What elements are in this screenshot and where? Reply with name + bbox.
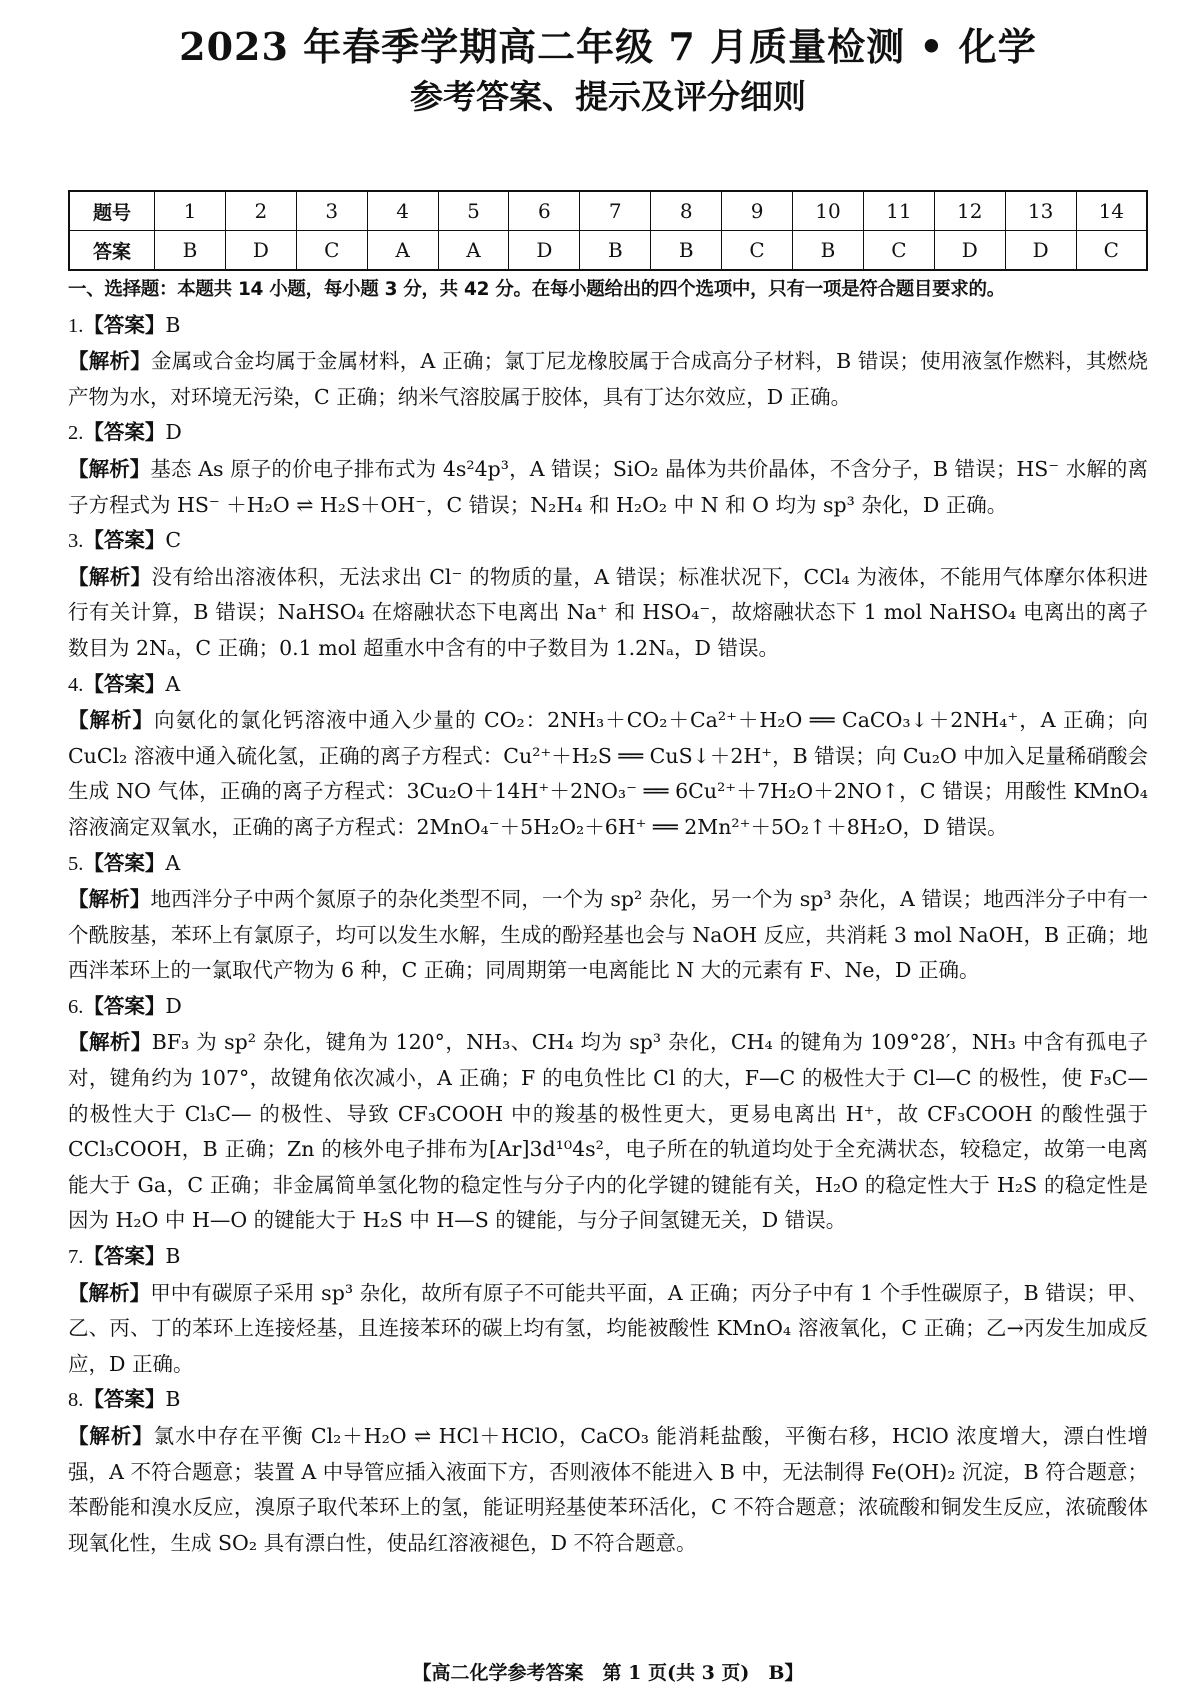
- explanation-text: 甲中有碳原子采用 sp³ 杂化，故所有原子不可能共平面，A 正确；丙分子中有 1 个手性碳原子，B 错误；甲、乙、丙、丁的苯环上连接烃基，且连接苯环的碳上均有氢，均能被酸性 KMnO₄ 溶液氧化，C 正确；乙→丙发生加成反应，D 正确。: [68, 1280, 1148, 1376]
- answer-value: A: [165, 850, 181, 875]
- question-number: 4.: [68, 673, 84, 696]
- question-number-cell: 13: [1005, 191, 1076, 231]
- answer-cell: B: [793, 231, 864, 271]
- answer-value: B: [165, 312, 181, 337]
- answer-tag: 【答案】: [83, 1387, 166, 1412]
- question-number-cell: 1: [155, 191, 226, 231]
- answer-row: [69, 231, 1147, 271]
- answer-tag: 【答案】: [83, 993, 166, 1018]
- question-number-cell: 10: [793, 191, 864, 231]
- answer-value: B: [165, 1244, 181, 1269]
- question-explanation: [68, 1025, 1148, 1239]
- answer-cell: C: [1076, 231, 1147, 271]
- answer-cell: D: [225, 231, 296, 271]
- explanation-text: 基态 As 原子的价电子排布式为 4s²4p³，A 错误；SiO₂ 晶体为共价晶体，不含分子，B 错误；HS⁻ 水解的离子方程式为 HS⁻ ＋H₂O ⇌ H₂S＋OH⁻，C 错误；N₂H₄ 和 H₂O₂ 中 N 和 O 均为 sp³ 杂化，D 正确。: [68, 456, 1149, 517]
- answer-tag: 【答案】: [83, 1244, 166, 1269]
- question-answer-line: [68, 989, 1148, 1026]
- question-number-cell: 14: [1076, 191, 1147, 231]
- question-number: 1.: [68, 314, 84, 337]
- question-explanation: [68, 1419, 1148, 1561]
- document-page: [68, 0, 1149, 1684]
- question-explanation: [68, 452, 1148, 523]
- explanation-text: 地西泮分子中两个氮原子的杂化类型不同，一个为 sp² 杂化，另一个为 sp³ 杂化，A 错误；地西泮分子中有一个酰胺基，苯环上有氯原子，均可以发生水解，生成的酚羟基也会与 NaOH 反应，共消耗 3 mol NaOH，B 正确；地西泮苯环上的一氯取代产物为 6 种，C 正确；同周期第一电离能比 N 大的元素有 F、Ne，D 正确。: [68, 887, 1149, 983]
- question-number: 3.: [68, 530, 84, 553]
- page-title: 2023 年春季学期高二年级 7 月质量检测 • 化学: [179, 24, 1037, 69]
- answer-value: A: [165, 671, 181, 696]
- question-number-cell: 7: [580, 191, 651, 231]
- question-answer-line: [68, 308, 1148, 345]
- page-subtitle: 参考答案、提示及评分细则: [410, 77, 806, 116]
- answer-cell: D: [509, 231, 580, 271]
- explanation-tag: 【解析】: [68, 887, 151, 912]
- answer-tag: 【答案】: [83, 671, 166, 696]
- explanation-text: 没有给出溶液体积，无法求出 Cl⁻ 的物质的量，A 错误；标准状况下，CCl₄ 为液体，不能用气体摩尔体积进行有关计算，B 错误；NaHSO₄ 在熔融状态下电离出 Na⁺ 和 HSO₄⁻，故熔融状态下 1 mol NaHSO₄ 电离出的离子数目为 2Nₐ，C 正确；0.1 mol 超重水中含有的中子数目为 1.2Nₐ，D 错误。: [68, 564, 1149, 660]
- question-explanation: [68, 1276, 1148, 1383]
- answer-value: B: [165, 1387, 181, 1412]
- question-answer-line: [68, 523, 1148, 560]
- question-number-cell: 8: [651, 191, 722, 231]
- question-answer-line: [68, 415, 1148, 452]
- page-footer: 【高二化学参考答案 第 1 页(共 3 页) B】: [412, 1662, 804, 1684]
- answer-table: [68, 190, 1148, 271]
- question-number: 6.: [68, 995, 84, 1018]
- section-heading: 一、选择题：本题共 14 小题，每小题 3 分，共 42 分。在每小题给出的四个选项中，只有一项是符合题目要求的。: [68, 279, 1005, 300]
- explanation-tag: 【解析】: [68, 456, 151, 481]
- question-number-cell: 2: [225, 191, 296, 231]
- question-explanation: [68, 344, 1148, 415]
- question-number-cell: 9: [722, 191, 793, 231]
- question-number-cell: 4: [367, 191, 438, 231]
- question-number-cell: 3: [296, 191, 367, 231]
- answer-tag: 【答案】: [83, 850, 166, 875]
- answer-cell: A: [367, 231, 438, 271]
- explanation-tag: 【解析】: [68, 349, 151, 374]
- answer-content: [68, 272, 1148, 1561]
- explanation-tag: 【解析】: [68, 1030, 152, 1055]
- question-number: 2.: [68, 422, 84, 445]
- question-explanation: [68, 703, 1148, 845]
- answer-cell: B: [155, 231, 226, 271]
- explanation-tag: 【解析】: [68, 708, 154, 733]
- answer-cell: D: [1005, 231, 1076, 271]
- question-explanation: [68, 560, 1148, 667]
- explanation-text: 向氨化的氯化钙溶液中通入少量的 CO₂：2NH₃＋CO₂＋Ca²⁺＋H₂O ══ CaCO₃↓＋2NH₄⁺，A 正确；向 CuCl₂ 溶液中通入硫化氢，正确的离子方程式：Cu²⁺＋H₂S ══ CuS↓＋2H⁺，B 错误；向 Cu₂O 中加入足量稀硝酸会生成 NO 气体，正确的离子方程式：3Cu₂O＋14H⁺＋2NO₃⁻ ══ 6Cu²⁺＋7H₂O＋2NO↑，C 错误；用酸性 KMnO₄ 溶液滴定双氧水，正确的离子方程式：2MnO₄⁻＋5H₂O₂＋6H⁺ ══ 2Mn²⁺＋5O₂↑＋8H₂O，D 错误。: [68, 708, 1149, 839]
- explanation-text: 金属或合金均属于金属材料，A 正确；氯丁尼龙橡胶属于合成高分子材料，B 错误；使用液氢作燃料，其燃烧产物为水，对环境无污染，C 正确；纳米气溶胶属于胶体，具有丁达尔效应，D 正确。: [68, 349, 1148, 409]
- question-number-cell: 6: [509, 191, 580, 231]
- question-number-cell: 12: [934, 191, 1005, 231]
- explanation-tag: 【解析】: [68, 564, 152, 589]
- row-label-answer: 答案: [69, 231, 155, 271]
- answer-cell: B: [580, 231, 651, 271]
- answer-tag: 【答案】: [83, 420, 166, 445]
- answer-cell: C: [296, 231, 367, 271]
- question-number: 8.: [68, 1389, 84, 1412]
- question-answer-line: [68, 1382, 1148, 1419]
- row-label-question-number: 题号: [69, 191, 155, 231]
- answer-cell: C: [722, 231, 793, 271]
- answer-value: C: [165, 528, 182, 553]
- question-number: 7.: [68, 1246, 84, 1269]
- explanation-text: 氯水中存在平衡 Cl₂＋H₂O ⇌ HCl＋HClO，CaCO₃ 能消耗盐酸，平衡右移，HClO 浓度增大，漂白性增强，A 不符合题意；装置 A 中导管应插入液面下方，否则液体不能进入 B 中，无法制得 Fe(OH)₂ 沉淀，B 符合题意；苯酚能和溴水反应，溴原子取代苯环上的氢，能证明羟基使苯环活化，C 不符合题意；浓硫酸和铜发生反应，浓硫酸体现氧化性，生成 SO₂ 具有漂白性，使品红溶液褪色，D 不符合题意。: [68, 1424, 1148, 1555]
- question-explanation: [68, 882, 1148, 989]
- question-answer-line: [68, 1239, 1148, 1276]
- question-number-row: [69, 191, 1147, 231]
- answer-value: D: [165, 993, 182, 1018]
- question-number: 5.: [68, 852, 84, 875]
- answer-value: D: [165, 420, 182, 445]
- question-answer-line: [68, 667, 1148, 704]
- explanation-tag: 【解析】: [68, 1424, 154, 1448]
- question-number-cell: 11: [863, 191, 934, 231]
- answer-cell: A: [438, 231, 509, 271]
- question-answer-line: [68, 846, 1148, 883]
- question-number-cell: 5: [438, 191, 509, 231]
- explanation-tag: 【解析】: [68, 1280, 151, 1305]
- answer-cell: D: [934, 231, 1005, 271]
- answer-cell: C: [863, 231, 934, 271]
- explanation-text: BF₃ 为 sp² 杂化，键角为 120°，NH₃、CH₄ 均为 sp³ 杂化，CH₄ 的键角为 109°28′，NH₃ 中含有孤电子对，键角约为 107°，故键角依次减小，A 正确；F 的电负性比 Cl 的大，F—C 的极性大于 Cl—C 的极性，使 F₃C— 的极性大于 Cl₃C— 的极性、导致 CF₃COOH 中的羧基的极性更大，更易电离出 H⁺，故 CF₃COOH 的酸性强于 CCl₃COOH，B 正确；Zn 的核外电子排布为[Ar]3d¹⁰4s²，电子所在的轨道均处于全充满状态，较稳定，故第一电离能大于 Ga，C 正确；非金属简单氢化物的稳定性与分子内的化学键的键能有关，H₂O 的稳定性大于 H₂S 的稳定性是因为 H₂O 中 H—O 的键能大于 H₂S 中 H—S 的键能，与分子间氢键无关，D 错误。: [68, 1030, 1149, 1233]
- answer-tag: 【答案】: [83, 312, 166, 337]
- answer-tag: 【答案】: [83, 528, 166, 553]
- answer-cell: B: [651, 231, 722, 271]
